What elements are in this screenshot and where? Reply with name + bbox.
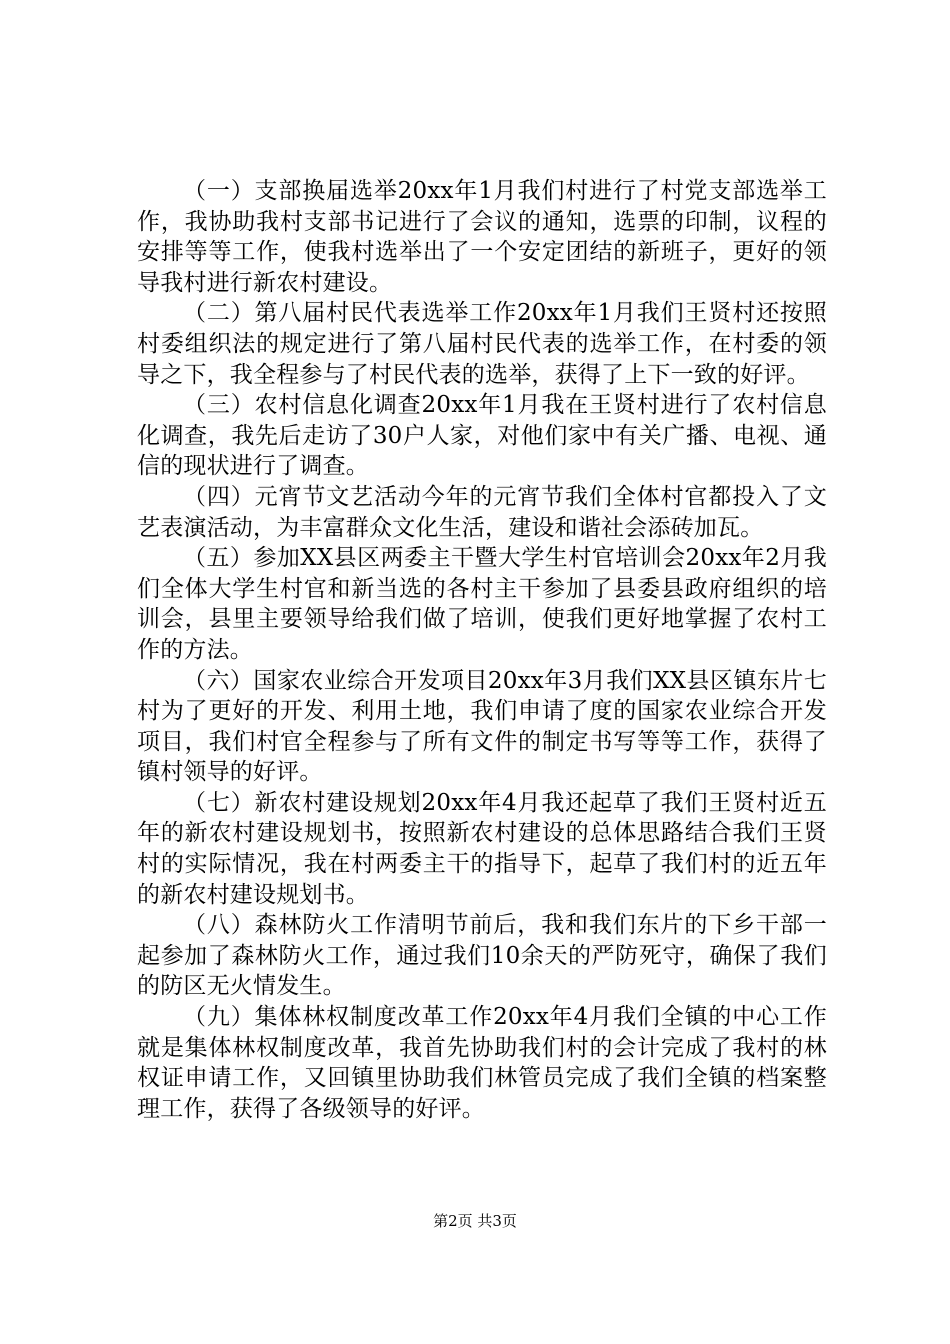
page-number-footer: 第2页 共3页 [433,1212,517,1230]
paragraph-3: （三）农村信息化调查20xx年1月我在王贤村进行了农村信息化调查，我先后走访了30户人家，对他们家中有关广播、电视、通信的现状进行了调查。 [137,392,827,480]
paragraph-7: （七）新农村建设规划20xx年4月我还起草了我们王贤村近五年的新农村建设规划书，按照新农村建设的总体思路结合我们王贤村的实际情况，我在村两委主干的指导下，起草了我们村的近五年的新农村建设规划书。 [137,789,827,908]
paragraph-1: （一）支部换届选举20xx年1月我们村进行了村党支部选举工作，我协助我村支部书记进行了会议的通知，选票的印制，议程的安排等等工作，使我村选举出了一个安定团结的新班子，更好的领导我村进行新农村建设。 [137,178,827,296]
paragraph-8: （八）森林防火工作清明节前后，我和我们东片的下乡干部一起参加了森林防火工作，通过我们10余天的严防死守，确保了我们的防区无火情发生。 [137,912,827,1000]
paragraph-2: （二）第八届村民代表选举工作20xx年1月我们王贤村还按照村委组织法的规定进行了第八届村民代表的选举工作，在村委的领导之下，我全程参与了村民代表的选举，获得了上下一致的好评。 [137,300,827,388]
paragraph-4: （四）元宵节文艺活动今年的元宵节我们全体村官都投入了文艺表演活动，为丰富群众文化生活，建设和谐社会添砖加瓦。 [137,483,827,541]
paragraph-5: （五）参加XX县区两委主干暨大学生村官培训会20xx年2月我们全体大学生村官和新当选的各村主干参加了县委县政府组织的培训会，县里主要领导给我们做了培训，使我们更好地掌握了农村工作的方法。 [137,545,827,663]
paragraph-6: （六）国家农业综合开发项目20xx年3月我们XX县区镇东片七村为了更好的开发、利用土地，我们申请了度的国家农业综合开发项目，我们村官全程参与了所有文件的制定书写等等工作，获得了镇村领导的好评。 [137,667,827,786]
document-body [137,176,827,1124]
paragraph-9: （九）集体林权制度改革工作20xx年4月我们全镇的中心工作就是集体林权制度改革，我首先协助我们村的会计完成了我村的林权证申请工作，又回镇里协助我们林管员完成了我们全镇的档案整理工作，获得了各级领导的好评。 [137,1004,827,1122]
